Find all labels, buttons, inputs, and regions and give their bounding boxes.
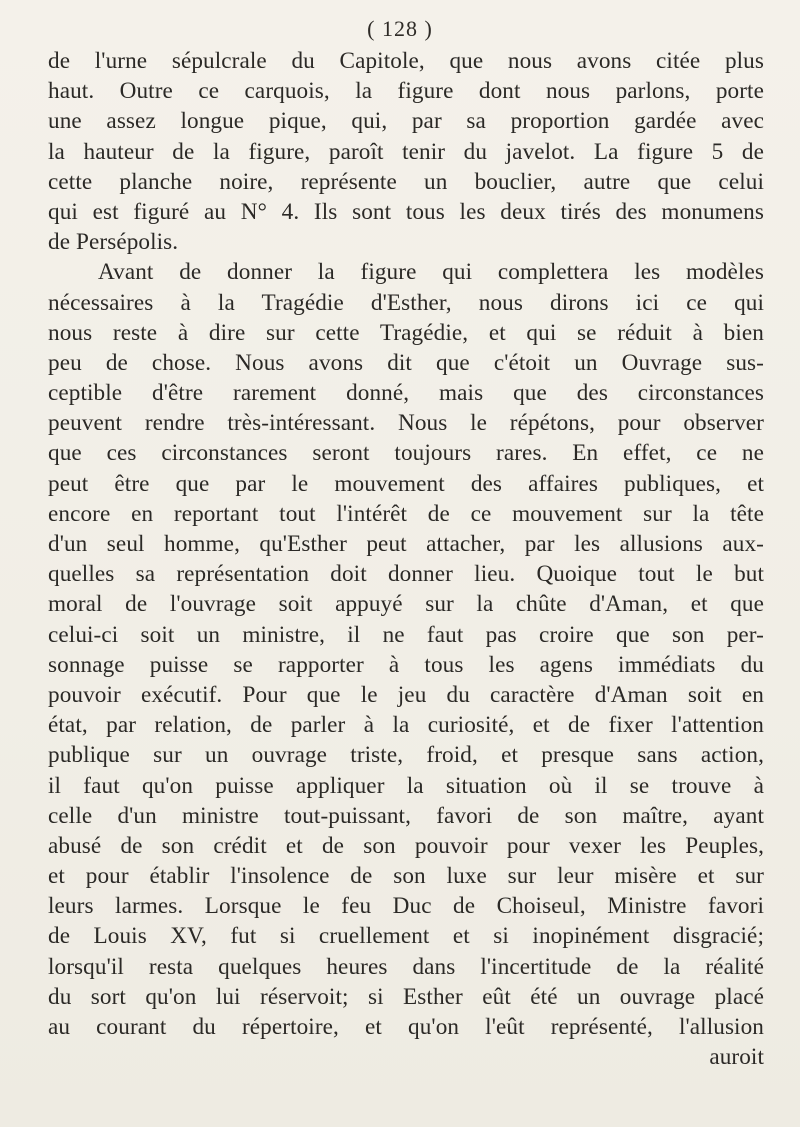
text-line: au courant du répertoire, et qu'on l'eût représenté, l'allusion [48,1014,764,1040]
text-line: publique sur un ouvrage triste, froid, et presque sans action, [48,742,764,769]
catchword: auroit [709,1044,764,1071]
text-line: de Persépolis. [48,229,179,256]
text-line: de l'urne sépulcrale du Capitole, que nous avons citée plus [48,48,764,74]
text-line: d'un seul homme, qu'Esther peut attacher, par les allusions aux- [48,531,764,557]
body-text [48,46,764,1072]
text-line: nous reste à dire sur cette Tragédie, et qui se réduit à bien [48,319,764,346]
text-line: encore en reportant tout l'intérêt de ce mouvement sur la tête [48,500,764,527]
text-line: il faut qu'on puisse appliquer la situation où il se trouve à [48,772,764,799]
text-line: peut être que par le mouvement des affaires publiques, et [48,470,764,497]
text-line: peuvent rendre très-intéressant. Nous le répétons, pour observer [48,410,764,437]
text-line: que ces circonstances seront toujours rares. En effet, ce ne [48,440,764,467]
text-line: la hauteur de la figure, paroît tenir du javelot. La figure 5 de [48,138,764,165]
text-line: celle d'un ministre tout-puissant, favori de son maître, ayant [48,802,764,829]
text-line: pouvoir exécutif. Pour que le jeu du caractère d'Aman soit en [48,681,764,708]
text-line: et pour établir l'insolence de son luxe sur leur misère et sur [48,863,764,890]
page-number: ( 128 ) [367,16,433,41]
text-line: cette planche noire, représente un bouclier, autre que celui [48,168,764,195]
text-line: Avant de donner la figure qui complettera les modèles [98,259,764,286]
text-line: du sort qu'on lui réservoit; si Esther eût été un ouvrage placé [48,983,764,1010]
text-line: moral de l'ouvrage soit appuyé sur la chûte d'Aman, et que [48,591,764,618]
text-line: lorsqu'il resta quelques heures dans l'incertitude de la réalité [48,953,764,980]
text-line: une assez longue pique, qui, par sa proportion gardée avec [48,108,764,135]
text-line: état, par relation, de parler à la curiosité, et de fixer l'attention [48,712,764,739]
text-line: abusé de son crédit et de son pouvoir pour vexer les Peuples, [48,832,764,859]
text-line: leurs larmes. Lorsque le feu Duc de Choiseul, Ministre favori [48,893,764,920]
text-line: peu de chose. Nous avons dit que c'étoit un Ouvrage sus- [48,349,764,376]
text-line: haut. Outre ce carquois, la figure dont nous parlons, porte [48,78,764,105]
text-line: quelles sa représentation doit donner lieu. Quoique tout le but [48,561,764,588]
text-line: de Louis XV, fut si cruellement et si inopinément disgracié; [48,923,764,950]
text-line: qui est figuré au N° 4. Ils sont tous les deux tirés des monumens [48,198,764,225]
text-line: sonnage puisse se rapporter à tous les agens immédiats du [48,651,764,678]
text-line: nécessaires à la Tragédie d'Esther, nous dirons ici ce qui [48,289,764,316]
text-line: ceptible d'être rarement donné, mais que des circonstances [48,380,764,407]
text-line: celui-ci soit un ministre, il ne faut pas croire que son per- [48,621,764,648]
